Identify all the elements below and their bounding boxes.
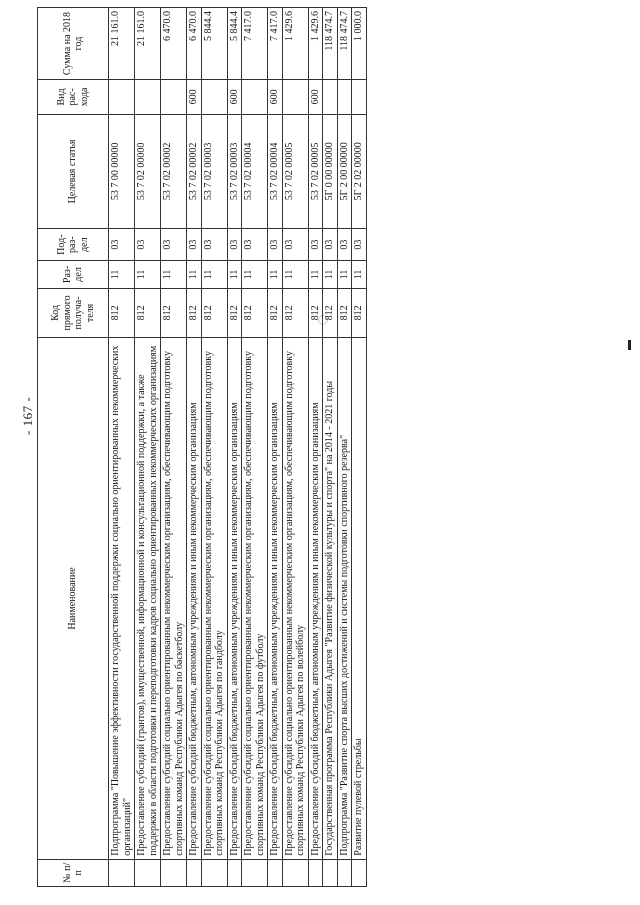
cell-expense-type [242,80,268,115]
cell-razdel: 11 [227,261,242,288]
cell-expense-type: 600 [227,80,242,115]
cell-expense-type [282,80,308,115]
cell-expense-type [323,80,338,115]
cell-kod: 812 [201,288,227,338]
cell-no [268,859,283,886]
cell-sum: 6 470.0 [161,8,187,80]
cell-name: Предоставление субсидий (грантов), имущественной, информационной и консультационной поддержки, а также поддержки в области подготовки и переподготовки кадров социально ориентированных некоммерческих организациям [135,338,161,859]
cell-sum: 7 417.0 [242,8,268,80]
cell-razdel: 11 [282,261,308,288]
cell-name: Государственная программа Республики Адыгея "Развитие физической культуры и спорта" на 2014 - 2021 годы [323,338,338,859]
cell-name: Предоставление субсидий социально ориентированным некоммерческим организациям, обеспечивающим подготовку спортивных команд Республики Адыгея по футболу [242,338,268,859]
cell-target-article: 5Г 2 02 00000 [352,114,367,228]
cell-podrazdel: 03 [282,229,308,261]
table-row [323,8,338,887]
cell-no [242,859,268,886]
table-row [282,8,308,887]
cell-podrazdel: 03 [268,229,283,261]
cell-expense-type [352,80,367,115]
cell-name: Предоставление субсидий социально ориентированным некоммерческим организациям, обеспечивающим подготовку спортивных команд Республики Адыгея по гандболу [201,338,227,859]
header-name: Наименование [38,338,109,859]
cell-sum: 5 844.4 [201,8,227,80]
header-kod: Код прямого получа- теля [38,288,109,338]
cell-kod: 812 [323,288,338,338]
cell-podrazdel: 03 [323,229,338,261]
cell-sum: 1 429.6 [308,8,323,80]
cell-no [227,859,242,886]
cell-target-article: 53 7 02 00003 [227,114,242,228]
cell-podrazdel: 03 [242,229,268,261]
cell-name: Предоставление субсидий бюджетным, автономным учреждениям и иным некоммерческим организациям [187,338,202,859]
cell-kod: 812 [135,288,161,338]
cell-podrazdel: 03 [187,229,202,261]
cell-expense-type [161,80,187,115]
cell-expense-type [135,80,161,115]
header-podrazdel: Под- раз- дел [38,229,109,261]
cell-kod: 812 [268,288,283,338]
cell-expense-type: 600 [268,80,283,115]
table-row [161,8,187,887]
table-row [201,8,227,887]
cell-podrazdel: 03 [201,229,227,261]
cell-no [337,859,352,886]
cell-razdel: 11 [268,261,283,288]
cell-no [323,859,338,886]
cell-no [308,859,323,886]
cell-podrazdel: 03 [161,229,187,261]
cell-podrazdel: 03 [337,229,352,261]
cell-razdel: 11 [323,261,338,288]
table-header-row [38,8,109,887]
cell-razdel: 11 [201,261,227,288]
cell-expense-type: 600 [187,80,202,115]
cell-razdel: 11 [337,261,352,288]
table-row [308,8,323,887]
cell-kod: 812 [109,288,135,338]
cell-name: Подпрограмма "Повышение эффективности государственной поддержки социально ориентированных некоммерческих организаций" [109,338,135,859]
cell-kod: 812 [161,288,187,338]
cell-kod: 812 [352,288,367,338]
cell-name: Предоставление субсидий бюджетным, автономным учреждениям и иным некоммерческим организациям [308,338,323,859]
cell-podrazdel: 03 [135,229,161,261]
cell-razdel: 11 [352,261,367,288]
cell-sum: 1 000.0 [352,8,367,80]
header-expense-type: Вид рас- хода [38,80,109,115]
cell-kod: 812 [227,288,242,338]
cell-name: Развитие пулевой стрельбы [352,338,367,859]
cell-expense-type: 600 [308,80,323,115]
cell-podrazdel: 03 [109,229,135,261]
cell-no [135,859,161,886]
cell-sum: 21 161.0 [135,8,161,80]
cell-kod: 812 [242,288,268,338]
cell-razdel: 11 [109,261,135,288]
table-row [187,8,202,887]
cell-sum: 118 474.7 [323,8,338,80]
cell-sum: 21 161.0 [109,8,135,80]
cell-kod: 812 [337,288,352,338]
cell-sum: 7 417.0 [268,8,283,80]
cell-sum: 5 844.4 [227,8,242,80]
budget-table [37,7,367,887]
table-row [268,8,283,887]
cell-target-article: 53 7 02 00005 [308,114,323,228]
cell-target-article: 53 7 02 00004 [268,114,283,228]
cell-no [352,859,367,886]
scan-artifact-mark [628,340,631,350]
cell-sum: 1 429.6 [282,8,308,80]
cell-expense-type [109,80,135,115]
table-body [109,8,367,887]
cell-target-article: 53 7 00 00000 [109,114,135,228]
page-number: - 167 - [20,396,35,435]
cell-expense-type [337,80,352,115]
cell-razdel: 11 [308,261,323,288]
cell-no [187,859,202,886]
table-row [352,8,367,887]
cell-target-article: 53 7 02 00005 [282,114,308,228]
cell-name: Предоставление субсидий социально ориентированным некоммерческим организациям, обеспечивающим подготовку спортивных команд Республики Адыгея по волейболу [282,338,308,859]
cell-name: Подпрограмма "Развитие спорта высших достижений и системы подготовки спортивного резерва" [337,338,352,859]
header-target-article: Целевая статья [38,114,109,228]
cell-target-article: 53 7 02 00002 [187,114,202,228]
cell-razdel: 11 [242,261,268,288]
header-razdel: Раз- дел [38,261,109,288]
cell-target-article: 53 7 02 00000 [135,114,161,228]
cell-no [201,859,227,886]
cell-name: Предоставление субсидий бюджетным, автономным учреждениям и иным некоммерческим организациям [227,338,242,859]
cell-target-article: 53 7 02 00002 [161,114,187,228]
table-row [227,8,242,887]
header-sum-2018: Сумма на 2018 год [38,8,109,80]
table-row [135,8,161,887]
table-row [242,8,268,887]
cell-no [109,859,135,886]
cell-podrazdel: 03 [227,229,242,261]
cell-sum: 118 474.7 [337,8,352,80]
cell-podrazdel: 03 [308,229,323,261]
cell-razdel: 11 [187,261,202,288]
table-row [109,8,135,887]
cell-target-article: 53 7 02 00003 [201,114,227,228]
cell-kod: 812 [282,288,308,338]
cell-name: Предоставление субсидий бюджетным, автономным учреждениям и иным некоммерческим организациям [268,338,283,859]
cell-sum: 6 470.0 [187,8,202,80]
cell-target-article: 5Г 2 00 00000 [337,114,352,228]
table-row [337,8,352,887]
cell-name: Предоставление субсидий социально ориентированным некоммерческим организациям, обеспечивающим подготовку спортивных команд Республики Адыгея по баскетболу [161,338,187,859]
cell-kod: 812 [308,288,323,338]
cell-no [282,859,308,886]
cell-target-article: 5Г 0 00 00000 [323,114,338,228]
cell-target-article: 53 7 02 00004 [242,114,268,228]
cell-no [161,859,187,886]
cell-kod: 812 [187,288,202,338]
cell-razdel: 11 [161,261,187,288]
cell-expense-type [201,80,227,115]
cell-razdel: 11 [135,261,161,288]
cell-podrazdel: 03 [352,229,367,261]
header-no: № п/п [38,859,109,886]
